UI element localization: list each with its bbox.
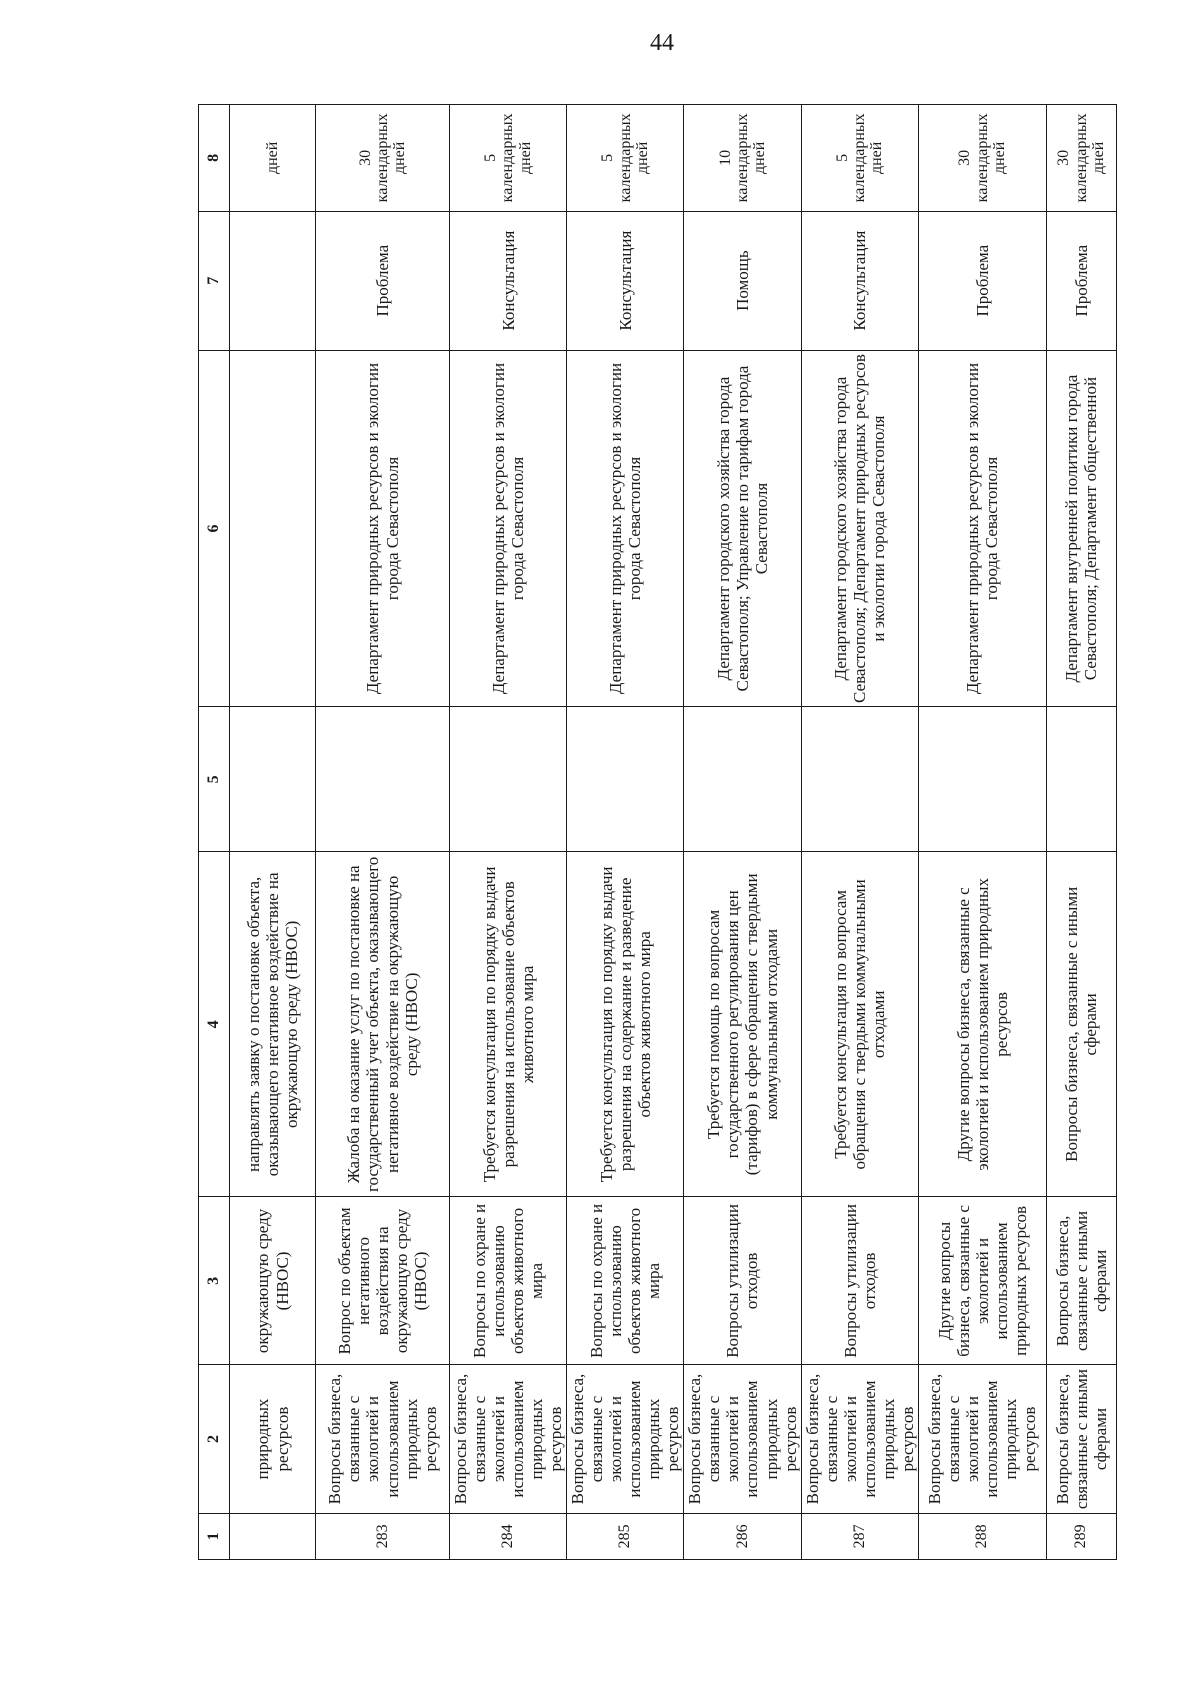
cell-department: Департамент городского хозяйства города Севастополя; Управление по тарифам города Севастополя bbox=[684, 350, 801, 707]
cell-category: Вопросы бизнеса, связанные с экологией и использованием природных ресурсов bbox=[918, 1365, 1046, 1513]
cell-type bbox=[230, 211, 316, 350]
services-table bbox=[198, 104, 1117, 1560]
cell-department: Департамент городского хозяйства города Севастополя; Департамент природных ресурсов и экологии города Севастополя bbox=[801, 350, 918, 707]
cell-subcategory: Вопросы по охране и использованию объектов животного мира bbox=[450, 1197, 567, 1365]
cell-term: 10 календарных дней bbox=[684, 105, 801, 212]
cell-category: Вопросы бизнеса, связанные с экологией и использованием природных ресурсов bbox=[801, 1365, 918, 1513]
cell-description: Другие вопросы бизнеса, связанные с экологией и использованием природных ресурсов bbox=[918, 852, 1046, 1197]
cell-col5 bbox=[684, 707, 801, 852]
cell-type: Проблема bbox=[1046, 211, 1116, 350]
cell-description: Требуется помощь по вопросам государственного регулирования цен (тарифов) в сфере обращения с твердыми коммунальными отходами bbox=[684, 852, 801, 1197]
header-col-2: 2 bbox=[199, 1365, 230, 1513]
cell-type: Консультация bbox=[801, 211, 918, 350]
cell-category: Вопросы бизнеса, связанные с иными сферами bbox=[1046, 1365, 1116, 1513]
cell-category: Вопросы бизнеса, связанные с экологией и использованием природных ресурсов bbox=[684, 1365, 801, 1513]
table-row-continued bbox=[230, 105, 316, 1560]
cell-type: Консультация bbox=[450, 211, 567, 350]
cell-num bbox=[230, 1513, 316, 1559]
cell-term: дней bbox=[230, 105, 316, 212]
cell-subcategory: Вопросы бизнеса, связанные с иными сферами bbox=[1046, 1197, 1116, 1365]
cell-category: Вопросы бизнеса, связанные с экологией и использованием природных ресурсов bbox=[567, 1365, 684, 1513]
cell-subcategory: Вопросы по охране и использованию объектов животного мира bbox=[567, 1197, 684, 1365]
cell-type: Помощь bbox=[684, 211, 801, 350]
cell-subcategory: Вопрос по объектам негативного воздействия на окружающую среду (НВОС) bbox=[316, 1197, 450, 1365]
cell-category: природных ресурсов bbox=[230, 1365, 316, 1513]
cell-num: 288 bbox=[918, 1513, 1046, 1559]
header-col-3: 3 bbox=[199, 1197, 230, 1365]
cell-department bbox=[230, 350, 316, 707]
cell-description: Жалоба на оказание услуг по постановке на государственный учет объекта, оказывающего негативное воздействие на окружающую среду (НВОС) bbox=[316, 852, 450, 1197]
cell-description: направлять заявку о постановке объекта, оказывающего негативное воздействие на окружающую среду (НВОС) bbox=[230, 852, 316, 1197]
table-row bbox=[684, 105, 801, 1560]
cell-description: Требуется консультация по порядку выдачи разрешения на использование объектов животного мира bbox=[450, 852, 567, 1197]
cell-col5 bbox=[801, 707, 918, 852]
cell-subcategory: Другие вопросы бизнеса, связанные с экологией и использованием природных ресурсов bbox=[918, 1197, 1046, 1365]
table-row bbox=[316, 105, 450, 1560]
cell-subcategory: окружающую среду (НВОС) bbox=[230, 1197, 316, 1365]
cell-num: 287 bbox=[801, 1513, 918, 1559]
cell-department: Департамент внутренней политики города Севастополя; Департамент общественной bbox=[1046, 350, 1116, 707]
table-row bbox=[801, 105, 918, 1560]
cell-num: 285 bbox=[567, 1513, 684, 1559]
cell-term: 30 календарных дней bbox=[316, 105, 450, 212]
cell-num: 286 bbox=[684, 1513, 801, 1559]
header-col-7: 7 bbox=[199, 211, 230, 350]
cell-type: Проблема bbox=[316, 211, 450, 350]
cell-col5 bbox=[230, 707, 316, 852]
table-row bbox=[1046, 105, 1116, 1560]
cell-department: Департамент природных ресурсов и экологии города Севастополя bbox=[567, 350, 684, 707]
header-col-5: 5 bbox=[199, 707, 230, 852]
cell-col5 bbox=[316, 707, 450, 852]
header-col-6: 6 bbox=[199, 350, 230, 707]
cell-type: Проблема bbox=[918, 211, 1046, 350]
cell-subcategory: Вопросы утилизации отходов bbox=[801, 1197, 918, 1365]
cell-num: 289 bbox=[1046, 1513, 1116, 1559]
header-col-4: 4 bbox=[199, 852, 230, 1197]
cell-term: 5 календарных дней bbox=[450, 105, 567, 212]
table-row bbox=[450, 105, 567, 1560]
header-col-8: 8 bbox=[199, 105, 230, 212]
cell-num: 284 bbox=[450, 1513, 567, 1559]
cell-description: Вопросы бизнеса, связанные с иными сферами bbox=[1046, 852, 1116, 1197]
cell-category: Вопросы бизнеса, связанные с экологией и использованием природных ресурсов bbox=[316, 1365, 450, 1513]
rotated-table-container bbox=[198, 104, 1110, 1560]
cell-department: Департамент природных ресурсов и экологии города Севастополя bbox=[918, 350, 1046, 707]
page-number: 44 bbox=[650, 30, 674, 56]
cell-department: Департамент природных ресурсов и экологии города Севастополя bbox=[316, 350, 450, 707]
cell-col5 bbox=[567, 707, 684, 852]
header-row bbox=[199, 105, 230, 1560]
cell-term: 5 календарных дней bbox=[567, 105, 684, 212]
cell-term: 30 календарных дней bbox=[1046, 105, 1116, 212]
cell-category: Вопросы бизнеса, связанные с экологией и использованием природных ресурсов bbox=[450, 1365, 567, 1513]
header-col-1: 1 bbox=[199, 1513, 230, 1559]
cell-department: Департамент природных ресурсов и экологии города Севастополя bbox=[450, 350, 567, 707]
cell-subcategory: Вопросы утилизации отходов bbox=[684, 1197, 801, 1365]
cell-num: 283 bbox=[316, 1513, 450, 1559]
cell-col5 bbox=[1046, 707, 1116, 852]
cell-col5 bbox=[918, 707, 1046, 852]
table-row bbox=[567, 105, 684, 1560]
cell-type: Консультация bbox=[567, 211, 684, 350]
cell-term: 5 календарных дней bbox=[801, 105, 918, 212]
cell-col5 bbox=[450, 707, 567, 852]
cell-description: Требуется консультация по порядку выдачи разрешения на содержание и разведение объектов животного мира bbox=[567, 852, 684, 1197]
table-row bbox=[918, 105, 1046, 1560]
cell-term: 30 календарных дней bbox=[918, 105, 1046, 212]
cell-description: Требуется консультация по вопросам обращения с твердыми коммунальными отходами bbox=[801, 852, 918, 1197]
